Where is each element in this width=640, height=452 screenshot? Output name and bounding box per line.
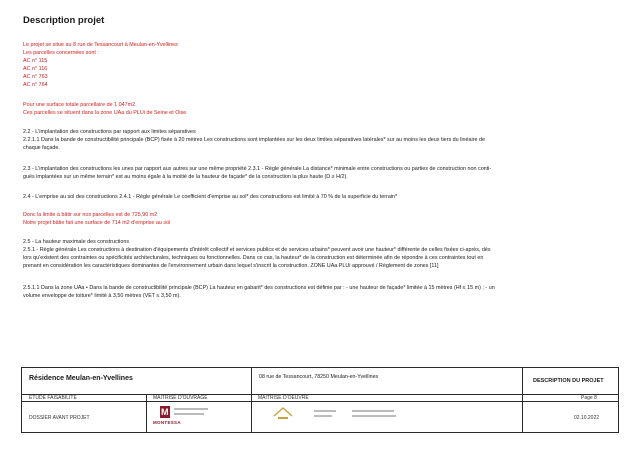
section-text: chaque façade. xyxy=(23,145,60,151)
section-2-3 xyxy=(23,165,623,181)
project-address: 08 rue de Tessancourt, 78250 Meulan-en-Yvellines xyxy=(259,374,379,380)
project-name: Résidence Meulan-en-Yvellines xyxy=(29,375,133,382)
section-text: 2.4 - L'emprise au sol des constructions 2.4.1 - Règle générale Le coefficient d'emprise au sol* des constructions est limité à 70 % de la superficie du terrain* xyxy=(23,194,398,200)
architect-info-line xyxy=(352,410,394,412)
section-2-4 xyxy=(23,193,623,201)
intro-line: Les parcelles concernées sont : xyxy=(23,50,99,56)
client-info-line xyxy=(174,408,208,410)
architect-info-line xyxy=(352,415,396,417)
parcel-ref: AC n° 115 xyxy=(23,58,48,64)
section-text: volume enveloppe de toiture* limité à 3,50 mètres (VET ≤ 3,50 m). xyxy=(23,293,181,299)
surface-block xyxy=(23,101,623,117)
section-2-2 xyxy=(23,128,623,152)
page-title: Description projet xyxy=(23,15,105,26)
parcel-ref: AC n° 116 xyxy=(23,66,48,72)
parcel-ref: AC n° 764 xyxy=(23,82,48,88)
emprise-project: Notre projet bâtie fait une surface de 714 m2 d'emprise au sol xyxy=(23,220,171,226)
divider xyxy=(146,394,147,432)
section-2-5-1-1 xyxy=(23,284,623,300)
section-text: prenant en considération les caractéristiques dominantes de l'environnement urbain dans lequel s'inscrit la construction. ZONE UAa PLUi approuvé / Règlement de zones [11] xyxy=(23,263,439,269)
section-text: lors qu'existent des contraintes ou spécificités architecturales, techniques ou fonctionnelles. Dans ce cas, la hauteur* de la construction est déterminée afin de répondre à ces contraintes tout en xyxy=(23,255,484,261)
architect-label: MAITRISE D'OEUVRE xyxy=(258,395,309,401)
parcel-ref: AC n° 763 xyxy=(23,74,48,80)
date: 02.10.2022 xyxy=(574,415,600,421)
section-text: 2.3 - L'implantation des constructions les unes par rapport aux autres sur une même propriété 2.3.1 - Règle générale La distance* minimale entre constructions ou parties de construction non conti- xyxy=(23,166,492,172)
emprise-block xyxy=(23,211,623,227)
title-block xyxy=(21,367,619,433)
architect-info-line xyxy=(314,410,336,412)
section-text: 2.5.1.1 Dans la zone UAa • Dans la bande de constructibilité principale (BCP) La hauteur en gabarit* des constructions est définie par : - une hauteur de façade* limitée à 15 mètres (Hf ≤ 15 m) ; - un xyxy=(23,285,495,291)
sheet-title: DESCRIPTION DU PROJET xyxy=(533,378,604,384)
page-number: Page 8 xyxy=(581,395,597,401)
intro-line: Le projet se situe au 8 rue de Tessancourt à Meulan-en-Yvellines xyxy=(23,42,178,48)
emprise-limit: Donc la limite à bâtir sur nos parcelles est de 725,90 m2 xyxy=(23,212,158,218)
intro-block xyxy=(23,41,623,89)
architect-logo-icon xyxy=(272,405,294,421)
section-text: 2.2.1.1 Dans la bande de constructibilité principale (BCP) fixée à 20 mètres Les constructions sont implantées sur les deux limites séparatives latérales* sur au moins les deux tiers du linéaire de xyxy=(23,137,486,143)
divider xyxy=(522,368,523,432)
stage-label: DOSSIER AVANT PROJET xyxy=(29,415,90,421)
section-2-5 xyxy=(23,238,623,270)
client-logo-icon: M xyxy=(161,407,169,417)
client-logo-text: MONTESSA xyxy=(153,420,181,425)
client-label: MAITRISE D'OUVRAGE xyxy=(153,395,208,401)
phase-label: ÉTUDE FAISABILITÉ xyxy=(29,395,77,401)
surface-line: Pour une surface totale parcellaire de 1 047m2. xyxy=(23,102,137,108)
architect-info-line xyxy=(314,415,332,417)
zone-line: Ces parcelles se situent dans la zone UAa du PLUi de Seine et Oise xyxy=(23,110,187,116)
section-heading: 2.5 - La hauteur maximale des constructions xyxy=(23,239,130,245)
client-info-line xyxy=(174,413,204,415)
divider xyxy=(22,401,618,402)
divider xyxy=(251,368,252,432)
section-heading: 2.2 - L'implantation des constructions par rapport aux limites séparatives xyxy=(23,129,196,135)
section-text: guës implantées sur un même terrain* est au moins égale à la moitié de la hauteur de façade* de la construction la plus haute (D ≥ H/2). xyxy=(23,174,348,180)
section-text: 2.5.1 - Règle générale Les constructions à destination d'équipements d'intérêt collectif et services publics et de services urbains* peuvent avoir une hauteur* différente de celles fixées ci-après, dès xyxy=(23,247,491,253)
divider xyxy=(22,394,618,395)
